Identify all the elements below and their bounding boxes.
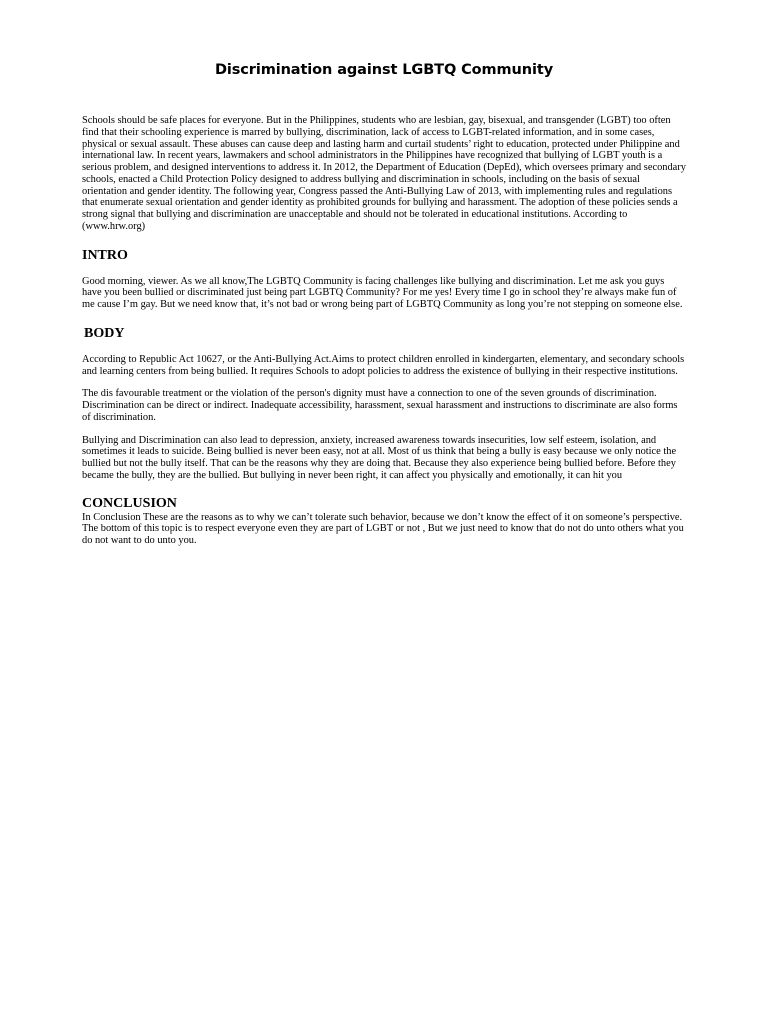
body-paragraph-3: Bullying and Discrimination can also lead to depression, anxiety, increased awareness towards insecurities, low self esteem, isolation, and sometimes it leads to suicide. Being bullied is never been easy, not at all. Most of us think that being a bully is easy because we only notice the bullied but not the bully itself. That can be the reasons why they are doing that. Because they also experience being bullied before. Before they became the bully, they are the bullied. But bullying in never been right, it can affect you physically and emotionally, it can hit you xyxy=(82,434,677,481)
opening-paragraph: Schools should be safe places for everyone. But in the Philippines, students who are lesbian, gay, bisexual, and transgender (LGBT) too often find that their schooling experience is marred by bullying, discrimination, lack of access to LGBT-related information, and in some cases, physical or sexual assault. These abuses can cause deep and lasting harm and curtail students’ right to education, protected under Philippine and international law. In recent years, lawmakers and school administrators in the Philippines have recognized that bullying of LGBT youth is a serious problem, and designed interventions to address it. In 2012, the Department of Education (DepEd), which oversees primary and secondary schools, enacted a Child Protection Policy designed to address bullying and discrimination in schools, including on the basis of sexual orientation and gender identity. The following year, Congress passed the Anti-Bullying Law of 2013, with implementing rules and regulations that enumerate sexual orientation and gender identity as prohibited grounds for bullying and harassment. The adoption of these policies sends a strong signal that bullying and discrimination are unacceptable and should not be tolerated in educational institutions. According to (www.hrw.org) xyxy=(82,115,686,232)
body-paragraph-2: The dis favourable treatment or the violation of the person's dignity must have a connection to one of the seven grounds of discrimination. Discrimination can be direct or indirect. Inadequate accessibility, harassment, sexual harassment and instructions to discriminate are also forms of discrimination. xyxy=(82,388,678,423)
document-body xyxy=(82,115,686,547)
intro-paragraph: Good morning, viewer. As we all know,The LGBTQ Community is facing challenges like bullying and discrimination. Let me ask you guys have you been bullied or discriminated just being part LGBTQ Community? For me yes! Every time I go in school they’re always make fun of me cause I’m gay. But we need know that, it’s not bad or wrong being part of LGBTQ Community as long you’re not stepping on someone else. xyxy=(82,275,683,310)
conclusion-paragraph: In Conclusion These are the reasons as to why we can’t tolerate such behavior, because we don’t know the effect of it on someone’s perspective. The bottom of this topic is to respect everyone even they are part of LGBT or not , But we just need to know that do not do unto others what you do not want to do unto you. xyxy=(82,511,684,546)
conclusion-heading: CONCLUSION xyxy=(82,495,177,511)
intro-heading: INTRO xyxy=(82,247,128,263)
body-heading: BODY xyxy=(84,325,125,341)
body-paragraph-1: According to Republic Act 10627, or the Anti-Bullying Act.Aims to protect children enrolled in kindergarten, elementary, and secondary schools and learning centers from being bullied. It requires Schools to adopt policies to address the existence of bullying in their respective institutions. xyxy=(82,353,685,377)
document-title: Discrimination against LGBTQ Community xyxy=(214,62,554,78)
